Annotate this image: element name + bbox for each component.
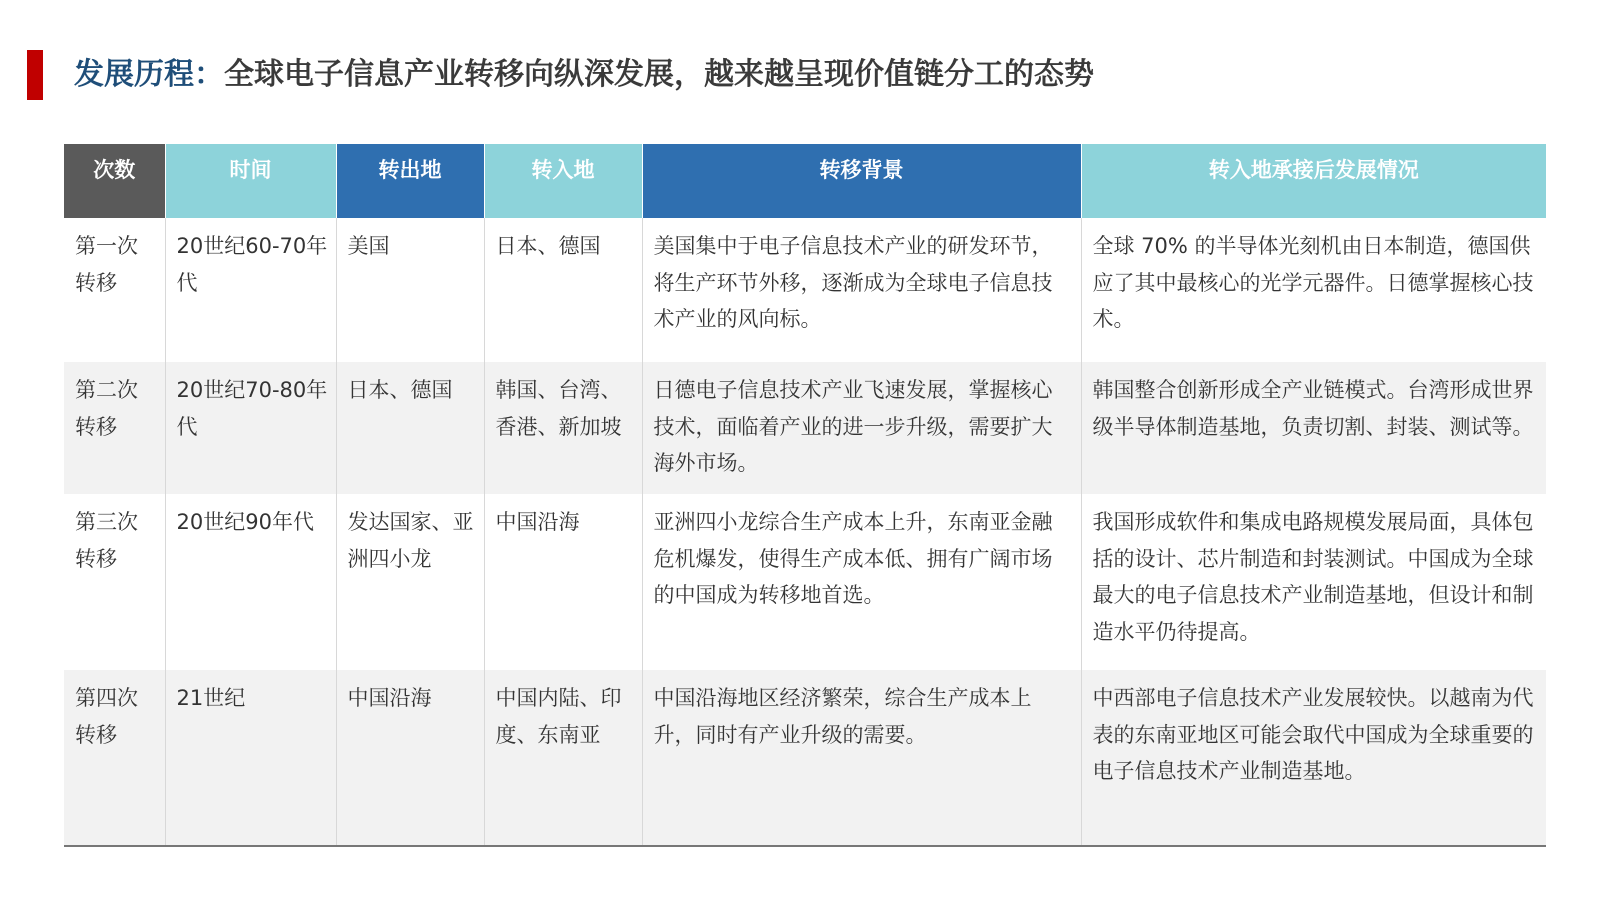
cell-background: 亚洲四小龙综合生产成本上升，东南亚金融危机爆发，使得生产成本低、拥有广阔市场的中国成为转移地首选。 <box>642 494 1081 670</box>
cell-to: 日本、德国 <box>484 218 642 362</box>
cell-count: 第二次转移 <box>64 362 165 494</box>
header-from: 转出地 <box>336 144 484 218</box>
cell-development: 全球 70% 的半导体光刻机由日本制造，德国供应了其中最核心的光学元器件。日德掌握核心技术。 <box>1081 218 1546 362</box>
cell-to: 中国沿海 <box>484 494 642 670</box>
table-row <box>64 494 1546 670</box>
cell-count: 第一次转移 <box>64 218 165 362</box>
table-row <box>64 362 1546 494</box>
cell-from: 中国沿海 <box>336 670 484 846</box>
title-accent-bar <box>27 50 43 100</box>
cell-count: 第三次转移 <box>64 494 165 670</box>
cell-count: 第四次转移 <box>64 670 165 846</box>
header-count: 次数 <box>64 144 165 218</box>
cell-development: 中西部电子信息技术产业发展较快。以越南为代表的东南亚地区可能会取代中国成为全球重要的电子信息技术产业制造基地。 <box>1081 670 1546 846</box>
cell-time: 20世纪60-70年代 <box>165 218 336 362</box>
header-to: 转入地 <box>484 144 642 218</box>
page-title-prefix: 发展历程： <box>74 57 224 92</box>
table-header-row <box>64 144 1546 218</box>
header-development: 转入地承接后发展情况 <box>1081 144 1546 218</box>
cell-from: 发达国家、亚洲四小龙 <box>336 494 484 670</box>
cell-time: 21世纪 <box>165 670 336 846</box>
cell-background: 中国沿海地区经济繁荣，综合生产成本上升，同时有产业升级的需要。 <box>642 670 1081 846</box>
cell-to: 韩国、台湾、香港、新加坡 <box>484 362 642 494</box>
transfer-history-table <box>64 144 1546 847</box>
cell-time: 20世纪90年代 <box>165 494 336 670</box>
cell-development: 我国形成软件和集成电路规模发展局面，具体包括的设计、芯片制造和封装测试。中国成为全球最大的电子信息技术产业制造基地，但设计和制造水平仍待提高。 <box>1081 494 1546 670</box>
cell-from: 日本、德国 <box>336 362 484 494</box>
header-background: 转移背景 <box>642 144 1081 218</box>
cell-background: 美国集中于电子信息技术产业的研发环节，将生产环节外移，逐渐成为全球电子信息技术产业的风向标。 <box>642 218 1081 362</box>
table-row <box>64 218 1546 362</box>
cell-from: 美国 <box>336 218 484 362</box>
page-title <box>74 55 1094 95</box>
table-row <box>64 670 1546 846</box>
page-title-main: 全球电子信息产业转移向纵深发展，越来越呈现价值链分工的态势 <box>224 57 1094 92</box>
cell-to: 中国内陆、印度、东南亚 <box>484 670 642 846</box>
cell-time: 20世纪70-80年代 <box>165 362 336 494</box>
cell-background: 日德电子信息技术产业飞速发展，掌握核心技术，面临着产业的进一步升级，需要扩大海外市场。 <box>642 362 1081 494</box>
cell-development: 韩国整合创新形成全产业链模式。台湾形成世界级半导体制造基地，负责切割、封装、测试等。 <box>1081 362 1546 494</box>
header-time: 时间 <box>165 144 336 218</box>
